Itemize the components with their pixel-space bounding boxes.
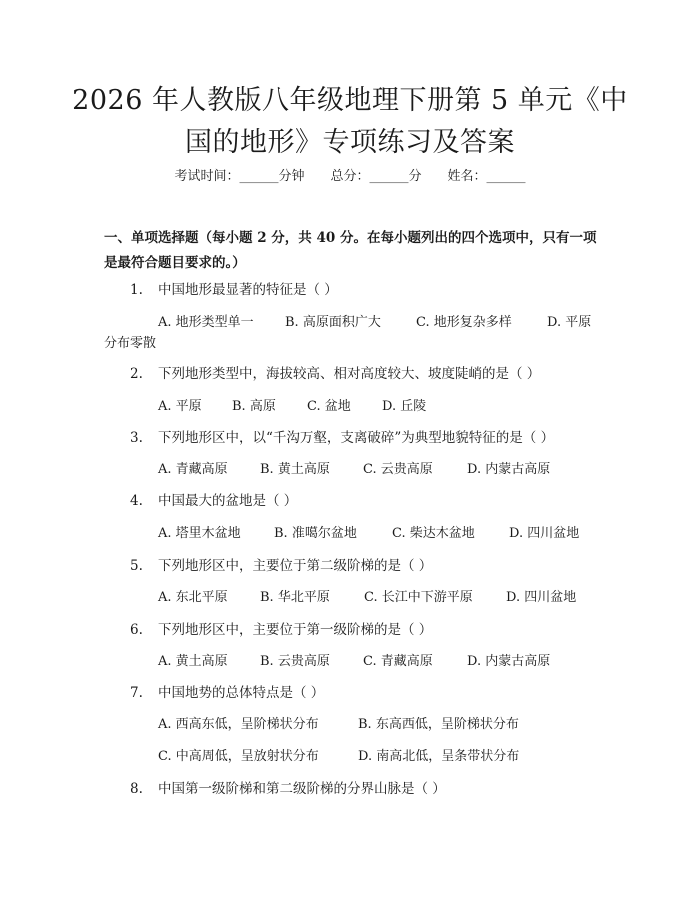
question-1-options (158, 312, 591, 334)
question-1 (130, 279, 338, 301)
exam-info-line (0, 166, 700, 188)
question-3-options (158, 459, 550, 481)
option-c: C. 长江中下游平原 (364, 590, 473, 605)
option-a: A. 黄土高原 (158, 654, 228, 669)
question-text: 下列地形区中，以“千沟万壑，支离破碎”为典型地貌特征的是（ ） (158, 430, 555, 446)
option-a: A. 塔里木盆地 (158, 526, 241, 541)
option-d-continuation: 分布零散 (104, 336, 157, 351)
question-number: 7. (130, 685, 143, 701)
question-number: 1. (130, 282, 143, 298)
option-a: A. 东北平原 (158, 590, 228, 605)
question-2-options (158, 396, 426, 418)
option-d: D. 四川盆地 (509, 526, 580, 541)
option-c: C. 云贵高原 (363, 462, 433, 477)
option-b: B. 黄土高原 (260, 462, 330, 477)
option-d: D. 南高北低，呈条带状分布 (358, 749, 520, 764)
option-b: B. 高原 (232, 399, 276, 414)
exam-time-field: 考试时间：______分钟 (174, 169, 305, 184)
question-6-options (158, 651, 550, 673)
option-a: A. 地形类型单一 (158, 315, 254, 330)
option-a: A. 西高东低，呈阶梯状分布 (158, 717, 319, 732)
option-d: D. 内蒙古高原 (467, 654, 551, 669)
title-line-2: 国的地形》专项练习及答案 (185, 127, 515, 158)
option-a: A. 青藏高原 (158, 462, 228, 477)
question-text: 下列地形类型中，海拔较高、相对高度较大、坡度陡峭的是（ ） (158, 366, 541, 382)
option-c: C. 中高周低，呈放射状分布 (158, 749, 319, 764)
question-number: 6. (130, 622, 143, 638)
question-7 (130, 682, 324, 704)
option-b: B. 准噶尔盆地 (274, 526, 357, 541)
question-text: 下列地形区中，主要位于第一级阶梯的是（ ） (158, 622, 433, 638)
option-b: B. 高原面积广大 (285, 315, 381, 330)
section-heading-line-1: 一、单项选择题（每小题 2 分，共 40 分。在每小题列出的四个选项中，只有一项 (104, 230, 597, 246)
option-d: D. 内蒙古高原 (467, 462, 551, 477)
question-5 (130, 555, 432, 577)
question-number: 4. (130, 493, 143, 509)
page-title (60, 80, 640, 164)
option-c: C. 青藏高原 (363, 654, 433, 669)
option-d: D. 四川盆地 (506, 590, 577, 605)
student-name-field: 姓名：______ (447, 169, 526, 184)
option-c: C. 盆地 (307, 399, 351, 414)
option-b: B. 华北平原 (260, 590, 330, 605)
question-4 (130, 490, 297, 512)
title-line-1: 2026 年人教版八年级地理下册第 5 单元《中 (72, 85, 628, 116)
option-b: B. 东高西低，呈阶梯状分布 (358, 717, 519, 732)
question-7-options-row-2 (158, 746, 519, 768)
question-text: 中国地形最显著的特征是（ ） (158, 282, 338, 298)
option-c: C. 柴达木盆地 (392, 526, 475, 541)
option-d: D. 平原 (547, 315, 592, 330)
question-number: 2. (130, 366, 143, 382)
question-6 (130, 619, 432, 641)
question-4-options (158, 523, 579, 545)
section-heading-line-2: 是最符合题目要求的。） (104, 255, 246, 271)
question-text: 中国第一级阶梯和第二级阶梯的分界山脉是（ ） (158, 781, 446, 797)
question-3 (130, 427, 554, 449)
question-text: 下列地形区中，主要位于第二级阶梯的是（ ） (158, 558, 433, 574)
option-c: C. 地形复杂多样 (416, 315, 512, 330)
question-2 (130, 363, 540, 385)
question-5-options (158, 587, 576, 609)
question-8 (130, 778, 446, 800)
option-a: A. 平原 (158, 399, 202, 414)
question-number: 8. (130, 781, 143, 797)
question-number: 3. (130, 430, 143, 446)
total-score-field: 总分：______分 (330, 169, 422, 184)
question-text: 中国地势的总体特点是（ ） (158, 685, 325, 701)
question-number: 5. (130, 558, 143, 574)
option-d: D. 丘陵 (382, 399, 427, 414)
option-b: B. 云贵高原 (260, 654, 330, 669)
question-text: 中国最大的盆地是（ ） (158, 493, 298, 509)
section-heading (104, 226, 624, 276)
question-7-options-row-1 (158, 714, 519, 736)
